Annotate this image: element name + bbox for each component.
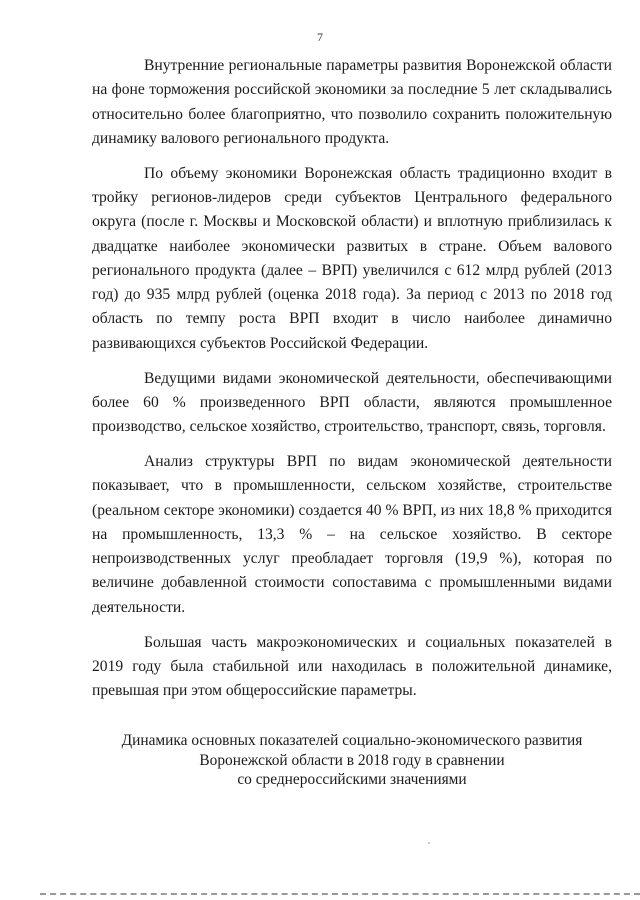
- paragraph-grp-structure: Анализ структуры ВРП по видам экономической деятельности показывает, что в промышленности, сельском хозяйстве, строительстве (реальном секторе экономики) создается 40 % ВРП, из них 18,8 % приходится на промышленность, 13,3 % – на сельское хозяйство. В секторе непроизводственных услуг преобладает торговля (19,9 %), которая по величине добавленной стоимости сопоставима с промышленными видами деятельности.: [92, 452, 612, 616]
- caption-line-1: Динамика основных показателей социально-экономического развития: [121, 732, 583, 749]
- scan-speck: [428, 842, 430, 844]
- paragraph-indicators-2019: Большая часть макроэкономических и социальных показателей в 2019 году была стабильной или находилась в положительной динамике, превышая при этом общероссийские параметры.: [92, 633, 612, 700]
- document-body: [92, 54, 612, 714]
- caption-line-2: Воронежской области в 2018 году в сравнении: [199, 751, 505, 769]
- page-number: 7: [317, 30, 323, 44]
- caption-line-3: со среднероссийскими значениями: [237, 771, 467, 788]
- paragraph-leading-activities: Ведущими видами экономической деятельности, обеспечивающими более 60 % произведенного ВРП области, являются промышленное производство, сельское хозяйство, строительство, транспорт, связь, торговля.: [92, 369, 612, 436]
- bottom-dashed-rule: [40, 893, 640, 895]
- paragraph-economy-volume: По объему экономики Воронежская область традиционно входит в тройку регионов-лидеров среди субъектов Центрального федерального округа (после г. Москвы и Московской области) и вплотную приблизилась к двадцатке наиболее экономически развитых в стране. Объем валового регионального продукта (далее – ВРП) увеличился с 612 млрд рублей (2013 год) до 935 млрд рублей (оценка 2018 года). За период с 2013 по 2018 год область по темпу роста ВРП входит в число наиболее динамично развивающихся субъектов Российской Федерации.: [92, 164, 612, 352]
- table-caption: [92, 731, 612, 790]
- paragraph-regional-parameters: Внутренние региональные параметры развития Воронежской области на фоне торможения российской экономики за последние 5 лет складывались относительно более благоприятно, что позволило сохранить положительную динамику валового регионального продукта.: [92, 57, 612, 147]
